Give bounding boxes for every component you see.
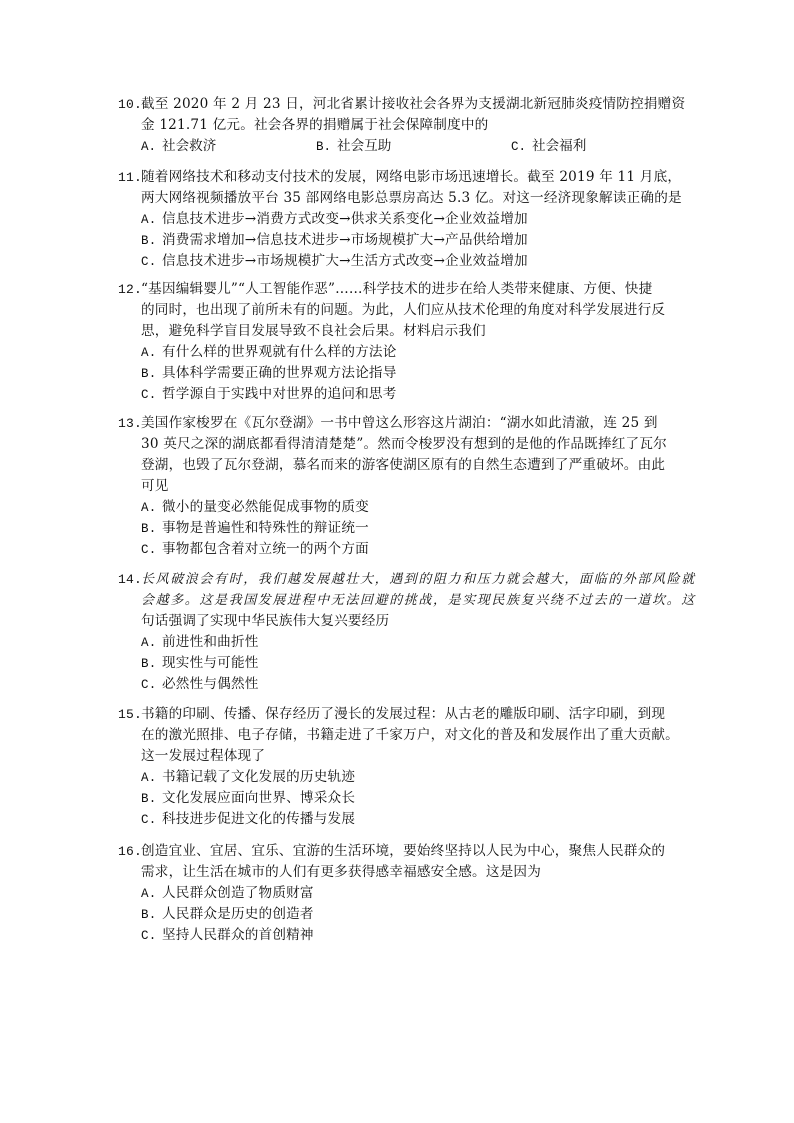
question-10 [118,94,686,157]
question-stem-line: 登湖，也毁了瓦尔登湖，慕名而来的游客使湖区原有的自然生态遭到了严重破坏。由此 [141,457,666,473]
option-a: A. 人民群众创造了物质财富 [141,885,314,901]
question-number: 12. [118,282,143,297]
option-a: A. 前进性和曲折性 [141,634,259,650]
question-stem-line: 两大网络视频播放平台 35 部网络电影总票房高达 5.3 亿。对这一经济现象解读正确的是 [141,190,682,206]
question-stem-line: 13.美国作家梭罗在《瓦尔登湖》一书中曾这么形容这片湖泊：“湖水如此清澈，连 25 到 [118,413,678,434]
option-c: C. 哲学源自于实践中对世界的追问和思考 [141,386,397,402]
option-a: A. 微小的量变必然能促成事物的质变 [141,499,369,515]
option-a: A. 社会救济 [141,138,217,154]
option-b: B. 人民群众是历史的创造者 [141,906,314,922]
question-14 [118,569,696,695]
question-stem-line: 10.截至 2020 年 2 月 23 日，河北省累计接收社会各界为支援湖北新冠肺炎疫情防控捐赠资 [118,94,678,115]
question-stem-line: 16.创造宜业、宜居、宜乐、宜游的生活环境，要始终坚持以人民为中心，聚焦人民群众的 [118,841,678,862]
question-stem-line: 15.书籍的印刷、传播、保存经历了漫长的发展过程：从古老的雕版印刷、活字印刷，到现 [118,704,678,725]
question-12 [118,279,678,405]
question-stem-line: 思，避免科学盲目发展导致不良社会后果。材料启示我们 [141,323,486,339]
question-stem-line: 的同时，也出现了前所未有的问题。为此，人们应从技术伦理的角度对科学发展进行反 [141,302,666,318]
question-16 [118,841,678,946]
question-number: 10. [118,97,143,112]
question-number: 11. [118,170,143,185]
question-number: 16. [118,844,143,859]
question-11 [118,167,682,272]
question-number: 15. [118,707,143,722]
question-stem-line: 句话强调了实现中华民族伟大复兴要经历 [141,613,390,629]
question-stem-line: 可见 [141,478,169,494]
option-c: C. 信息技术进步→市场规模扩大→生活方式改变→企业效益增加 [141,253,528,269]
question-stem-line: 在的激光照排、电子存储，书籍走进了千家万户，对文化的普及和发展作出了重大贡献。 [141,727,679,743]
option-a: A. 信息技术进步→消费方式改变→供求关系变化→企业效益增加 [141,211,528,227]
option-a: A. 书籍记载了文化发展的历史轨迹 [141,769,356,785]
option-b: B. 社会互助 [316,138,392,154]
question-stem-line: 金 121.71 亿元。社会各界的捐赠属于社会保障制度中的 [141,117,489,133]
question-number: 14. [118,572,143,587]
question-15 [118,704,678,830]
question-stem-line: 11.随着网络技术和移动支付技术的发展，网络电影市场迅速增长。截至 2019 年 11 月底， [118,167,678,188]
option-b: B. 文化发展应面向世界、博采众长 [141,790,356,806]
option-b: B. 现实性与可能性 [141,655,259,671]
option-c: C. 事物都包含着对立统一的两个方面 [141,541,369,557]
option-row [118,136,678,157]
question-stem-line: 14.长风破浪会有时，我们越发展越壮大，遇到的阻力和压力就会越大，面临的外部风险就 [118,569,678,590]
question-number: 13. [118,416,143,431]
question-stem-line: 需求，让生活在城市的人们有更多获得感幸福感安全感。这是因为 [141,864,542,880]
option-c: C. 科技进步促进文化的传播与发展 [141,811,356,827]
option-b: B. 事物是普遍性和特殊性的辩证统一 [141,520,369,536]
option-c: C. 必然性与偶然性 [141,676,259,692]
option-b: B. 消费需求增加→信息技术进步→市场规模扩大→产品供给增加 [141,232,528,248]
option-b: B. 具体科学需要正确的世界观方法论指导 [141,365,397,381]
question-stem-line: 这一发展过程体现了 [141,748,266,764]
question-13 [118,413,678,560]
option-c: C. 社会福利 [511,138,587,154]
option-c: C. 坚持人民群众的首创精神 [141,927,314,943]
option-a: A. 有什么样的世界观就有什么样的方法论 [141,344,397,360]
question-stem-line: 12.“基因编辑婴儿”“人工智能作恶”……科学技术的进步在给人类带来健康、方便、快捷 [118,279,678,300]
question-stem-line: 30 英尺之深的湖底都看得清清楚楚”。然而令梭罗没有想到的是他的作品既捧红了瓦尔 [141,436,667,452]
question-stem-line: 会越多。这是我国发展进程中无法回避的挑战，是实现民族复兴绕不过去的一道坎。这 [141,593,696,608]
